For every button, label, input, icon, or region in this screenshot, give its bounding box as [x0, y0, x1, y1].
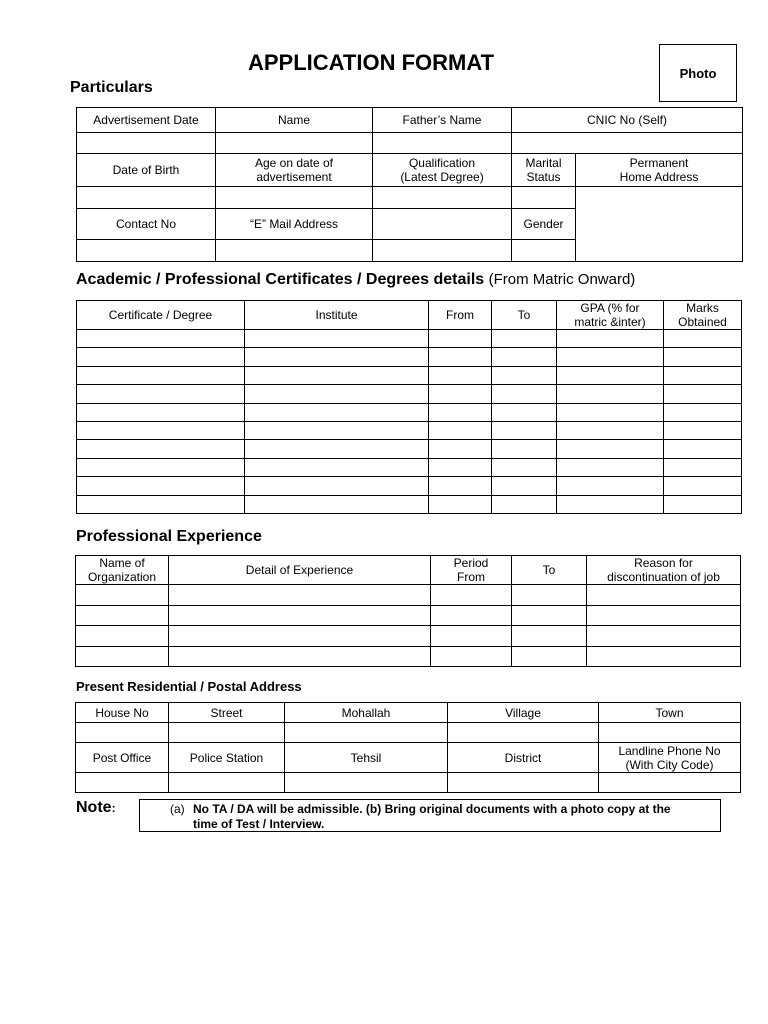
academic-row [77, 385, 742, 403]
field-qualification[interactable] [373, 187, 512, 209]
academic-cell[interactable] [664, 458, 742, 476]
experience-cell[interactable] [587, 585, 741, 606]
header-organization: Name of Organization [76, 556, 169, 585]
academic-cell[interactable] [664, 421, 742, 439]
header-police-station: Police Station [169, 743, 285, 773]
note-label: Note: [76, 799, 116, 816]
academic-heading: Academic / Professional Certificates / Degrees details (From Matric Onward) [76, 271, 636, 288]
header-tehsil: Tehsil [285, 743, 448, 773]
experience-cell[interactable] [512, 605, 587, 626]
academic-cell[interactable] [429, 330, 492, 348]
particulars-table [76, 107, 743, 262]
header-qualification: Qualification (Latest Degree) [373, 154, 512, 187]
field-cnic[interactable] [512, 133, 743, 154]
academic-cell[interactable] [492, 440, 557, 458]
header-reason: Reason for discontinuation of job [587, 556, 741, 585]
academic-row [77, 366, 742, 384]
experience-cell[interactable] [76, 626, 169, 647]
experience-cell[interactable] [431, 605, 512, 626]
field-date-of-birth[interactable] [77, 187, 216, 209]
header-fathers-name: Father’s Name [373, 108, 512, 133]
header-marks: Marks Obtained [664, 301, 742, 330]
header-age: Age on date of advertisement [216, 154, 373, 187]
academic-cell[interactable] [77, 458, 245, 476]
field-age[interactable] [216, 187, 373, 209]
experience-cell[interactable] [512, 585, 587, 606]
academic-cell[interactable] [492, 385, 557, 403]
academic-cell[interactable] [77, 440, 245, 458]
header-from: From [429, 301, 492, 330]
academic-cell[interactable] [77, 403, 245, 421]
header-institute: Institute [245, 301, 429, 330]
academic-cell[interactable] [492, 495, 557, 513]
field-town[interactable] [599, 723, 741, 743]
academic-cell[interactable] [245, 385, 429, 403]
header-date-of-birth: Date of Birth [77, 154, 216, 187]
field-marital-status[interactable] [512, 187, 576, 209]
academic-row [77, 330, 742, 348]
academic-row [77, 495, 742, 513]
academic-cell[interactable] [429, 477, 492, 495]
academic-cell[interactable] [492, 348, 557, 366]
experience-cell[interactable] [587, 626, 741, 647]
academic-cell[interactable] [245, 366, 429, 384]
experience-cell[interactable] [512, 646, 587, 667]
academic-row [77, 458, 742, 476]
academic-cell[interactable] [557, 421, 664, 439]
experience-heading: Professional Experience [76, 528, 262, 545]
academic-cell[interactable] [245, 477, 429, 495]
field-landline[interactable] [599, 773, 741, 793]
academic-cell[interactable] [664, 477, 742, 495]
academic-cell[interactable] [492, 403, 557, 421]
field-advertisement-date[interactable] [77, 133, 216, 154]
academic-cell[interactable] [429, 385, 492, 403]
academic-cell[interactable] [429, 403, 492, 421]
header-marital-status: Marital Status [512, 154, 576, 187]
particulars-heading: Particulars [70, 79, 153, 96]
academic-row [77, 348, 742, 366]
field-street[interactable] [169, 723, 285, 743]
header-house-no: House No [76, 703, 169, 723]
address-heading: Present Residential / Postal Address [76, 679, 302, 694]
field-email-3[interactable] [373, 240, 512, 262]
experience-row [76, 585, 741, 606]
field-mohallah[interactable] [285, 723, 448, 743]
header-mohallah: Mohallah [285, 703, 448, 723]
field-gender[interactable] [512, 240, 576, 262]
header-town: Town [599, 703, 741, 723]
field-post-office[interactable] [76, 773, 169, 793]
academic-cell[interactable] [492, 477, 557, 495]
academic-cell[interactable] [245, 403, 429, 421]
experience-cell[interactable] [431, 646, 512, 667]
academic-cell[interactable] [77, 330, 245, 348]
academic-cell[interactable] [492, 421, 557, 439]
header-post-office: Post Office [76, 743, 169, 773]
experience-row [76, 646, 741, 667]
header-email: “E” Mail Address [216, 209, 373, 240]
academic-cell[interactable] [664, 366, 742, 384]
academic-cell[interactable] [664, 403, 742, 421]
academic-table [76, 300, 742, 514]
field-email-2[interactable] [216, 240, 373, 262]
header-gpa: GPA (% for matric &inter) [557, 301, 664, 330]
academic-cell[interactable] [245, 495, 429, 513]
note-line-2: time of Test / Interview. [193, 817, 325, 831]
experience-cell[interactable] [431, 585, 512, 606]
experience-cell[interactable] [431, 626, 512, 647]
page-title: APPLICATION FORMAT [248, 50, 495, 75]
academic-cell[interactable] [664, 495, 742, 513]
academic-cell[interactable] [557, 348, 664, 366]
academic-cell[interactable] [429, 421, 492, 439]
academic-cell[interactable] [245, 348, 429, 366]
academic-cell[interactable] [429, 366, 492, 384]
academic-cell[interactable] [557, 385, 664, 403]
header-gender: Gender [512, 209, 576, 240]
header-advertisement-date: Advertisement Date [77, 108, 216, 133]
header-contact-no: Contact No [77, 209, 216, 240]
academic-cell[interactable] [77, 385, 245, 403]
note-marker: (a) [170, 802, 185, 816]
academic-cell[interactable] [77, 477, 245, 495]
note-line-1: No TA / DA will be admissible. (b) Bring original documents with a photo copy at the [193, 802, 671, 816]
academic-cell[interactable] [664, 385, 742, 403]
academic-cell[interactable] [557, 330, 664, 348]
academic-cell[interactable] [557, 458, 664, 476]
academic-cell[interactable] [429, 495, 492, 513]
academic-cell[interactable] [557, 440, 664, 458]
field-fathers-name[interactable] [373, 133, 512, 154]
academic-row [77, 403, 742, 421]
field-contact-no[interactable] [77, 240, 216, 262]
field-tehsil[interactable] [285, 773, 448, 793]
field-district[interactable] [448, 773, 599, 793]
header-district: District [448, 743, 599, 773]
header-village: Village [448, 703, 599, 723]
header-to: To [492, 301, 557, 330]
experience-cell[interactable] [76, 646, 169, 667]
photo-label: Photo [679, 66, 717, 81]
header-street: Street [169, 703, 285, 723]
academic-cell[interactable] [245, 421, 429, 439]
header-permanent-address: Permanent Home Address [576, 154, 743, 187]
academic-row [77, 477, 742, 495]
academic-cell[interactable] [429, 440, 492, 458]
header-period-to: To [512, 556, 587, 585]
experience-cell[interactable] [169, 626, 431, 647]
photo-box [659, 44, 737, 102]
academic-cell[interactable] [557, 403, 664, 421]
academic-heading-suffix: (From Matric Onward) [488, 271, 636, 288]
field-email[interactable] [373, 209, 512, 240]
academic-cell[interactable] [245, 458, 429, 476]
academic-cell[interactable] [77, 366, 245, 384]
academic-cell[interactable] [664, 348, 742, 366]
academic-cell[interactable] [492, 330, 557, 348]
experience-cell[interactable] [169, 605, 431, 626]
field-house-no[interactable] [76, 723, 169, 743]
academic-cell[interactable] [492, 458, 557, 476]
academic-cell[interactable] [77, 495, 245, 513]
header-detail: Detail of Experience [169, 556, 431, 585]
field-permanent-address[interactable] [576, 187, 743, 262]
experience-cell[interactable] [169, 646, 431, 667]
address-table [75, 702, 741, 793]
academic-cell[interactable] [77, 348, 245, 366]
experience-cell[interactable] [587, 605, 741, 626]
academic-cell[interactable] [429, 458, 492, 476]
header-period-from: Period From [431, 556, 512, 585]
academic-cell[interactable] [245, 330, 429, 348]
experience-cell[interactable] [76, 585, 169, 606]
field-village[interactable] [448, 723, 599, 743]
note-box [139, 799, 721, 832]
experience-cell[interactable] [76, 605, 169, 626]
academic-cell[interactable] [77, 421, 245, 439]
academic-cell[interactable] [664, 440, 742, 458]
experience-row [76, 605, 741, 626]
academic-row [77, 440, 742, 458]
field-name[interactable] [216, 133, 373, 154]
academic-cell[interactable] [429, 348, 492, 366]
academic-cell[interactable] [557, 477, 664, 495]
header-certificate: Certificate / Degree [77, 301, 245, 330]
academic-cell[interactable] [492, 366, 557, 384]
academic-cell[interactable] [245, 440, 429, 458]
header-landline: Landline Phone No (With City Code) [599, 743, 741, 773]
academic-cell[interactable] [664, 330, 742, 348]
experience-row [76, 626, 741, 647]
experience-table [75, 555, 741, 667]
header-name: Name [216, 108, 373, 133]
field-police-station[interactable] [169, 773, 285, 793]
header-cnic: CNIC No (Self) [512, 108, 743, 133]
academic-cell[interactable] [557, 495, 664, 513]
academic-row [77, 421, 742, 439]
experience-cell[interactable] [512, 626, 587, 647]
experience-cell[interactable] [587, 646, 741, 667]
experience-cell[interactable] [169, 585, 431, 606]
academic-cell[interactable] [557, 366, 664, 384]
